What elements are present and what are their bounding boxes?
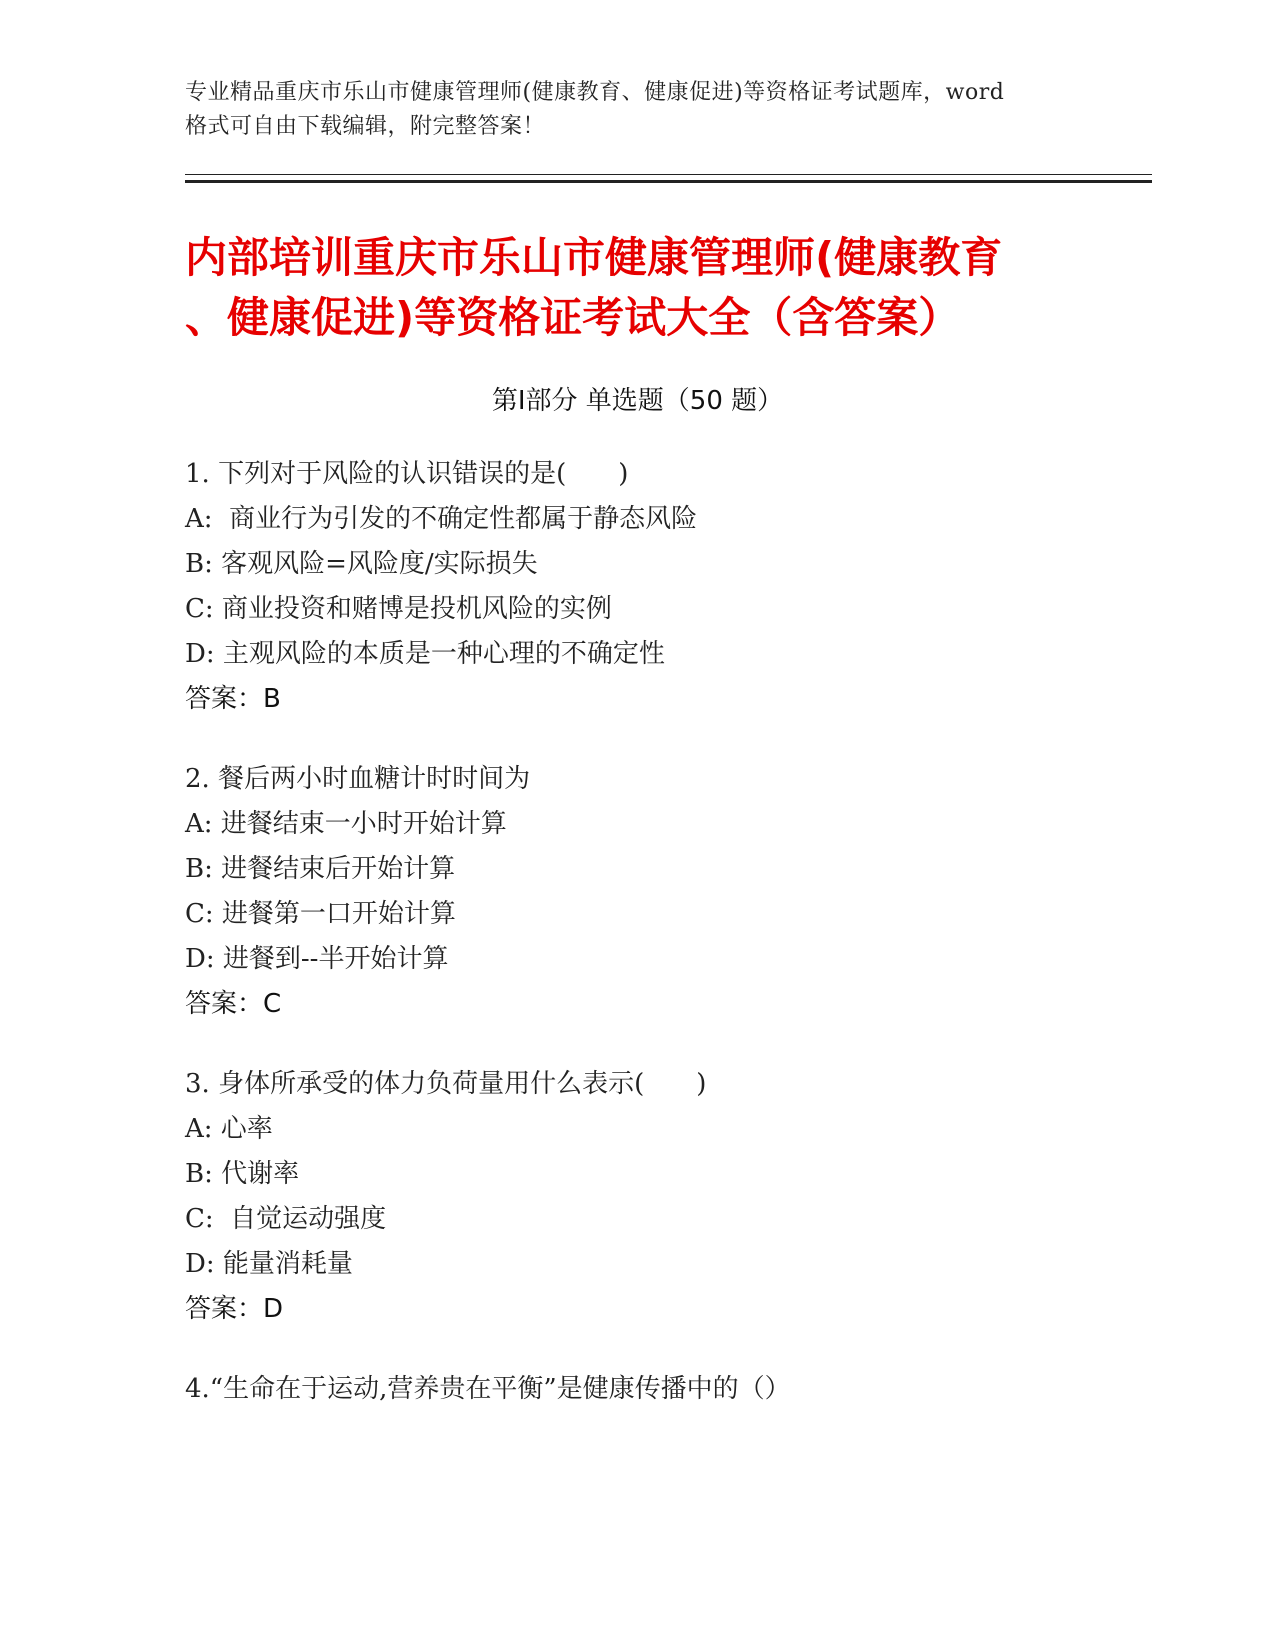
option-b: B: 客观风险=风险度/实际损失 [185, 549, 538, 579]
option-a: A: 进餐结束一小时开始计算 [185, 809, 507, 839]
answer: 答案：C [185, 989, 282, 1019]
option-a: A: 商业行为引发的不确定性都属于静态风险 [185, 504, 698, 534]
document-title-line2: 、健康促进)等资格证考试大全（含答案） [185, 293, 961, 342]
option-d: D: 进餐到--半开始计算 [185, 944, 449, 974]
header-divider-thick [185, 180, 1152, 183]
answer: 答案：D [185, 1294, 284, 1324]
question-3 [185, 1062, 1185, 1332]
header-divider-thin [185, 174, 1152, 175]
option-d: D: 能量消耗量 [185, 1249, 353, 1279]
question-4 [185, 1367, 1185, 1412]
question-stem: 4.“生命在于运动,营养贵在平衡”是健康传播中的（） [185, 1374, 791, 1404]
question-2 [185, 757, 1185, 1027]
question-1 [185, 452, 1185, 722]
option-c: C: 自觉运动强度 [185, 1204, 387, 1234]
header-note-line1: 专业精品重庆市乐山市健康管理师(健康教育、健康促进)等资格证考试题库，word [185, 80, 1005, 105]
option-c: C: 进餐第一口开始计算 [185, 899, 456, 929]
question-stem: 1. 下列对于风险的认识错误的是( ) [185, 459, 629, 489]
question-stem: 2. 餐后两小时血糖计时时间为 [185, 764, 531, 794]
question-stem: 3. 身体所承受的体力负荷量用什么表示( ) [185, 1069, 707, 1099]
document-title-line1: 内部培训重庆市乐山市健康管理师(健康教育 [185, 233, 1003, 282]
option-b: B: 进餐结束后开始计算 [185, 854, 456, 884]
option-c: C: 商业投资和赌博是投机风险的实例 [185, 594, 612, 624]
header-note-line2: 格式可自由下载编辑，附完整答案！ [185, 114, 546, 139]
option-a: A: 心率 [185, 1114, 273, 1144]
header-note [185, 76, 1085, 144]
option-b: B: 代谢率 [185, 1159, 300, 1189]
section-title: 第Ⅰ部分 单选题（50 题） [491, 386, 784, 416]
option-d: D: 主观风险的本质是一种心理的不确定性 [185, 639, 665, 669]
answer: 答案：B [185, 684, 281, 714]
document-title [185, 228, 1085, 348]
